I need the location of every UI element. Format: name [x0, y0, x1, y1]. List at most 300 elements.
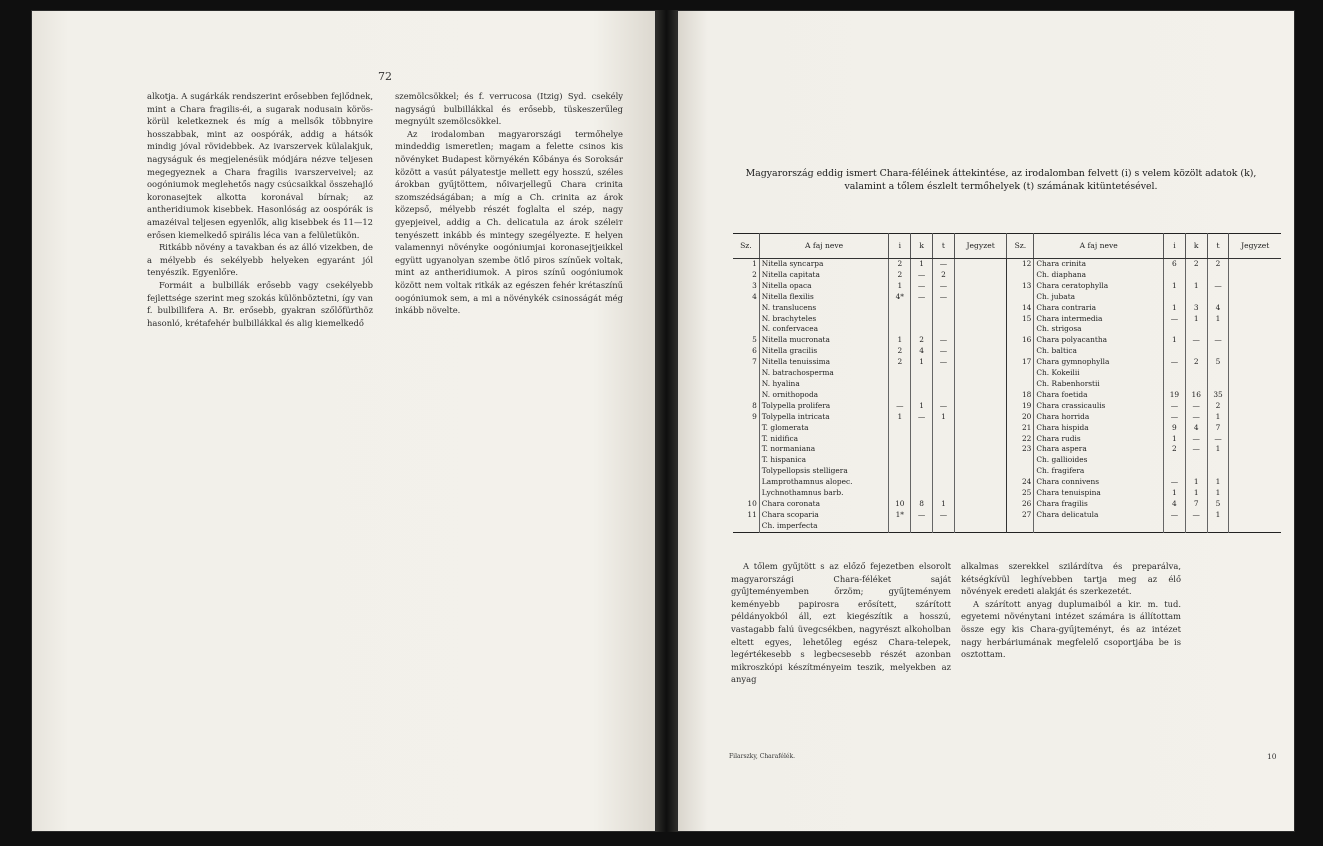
note-cell	[1229, 521, 1281, 532]
row-number: 21	[1007, 423, 1034, 434]
species-name: Chara tenuispina	[1034, 488, 1164, 499]
species-name: Nitella gracilis	[759, 346, 889, 357]
row-number	[733, 521, 759, 532]
species-name: Chara gymnophylla	[1034, 357, 1164, 368]
note-cell	[1229, 303, 1281, 314]
header-k: k	[1185, 234, 1207, 259]
row-number	[733, 303, 759, 314]
row-number: 25	[1007, 488, 1034, 499]
value-t: 1	[1207, 412, 1229, 423]
species-name: T. hispanica	[759, 455, 889, 466]
header-note: Jegyzet	[954, 234, 1007, 259]
value-k: 2	[1185, 259, 1207, 270]
row-number: 22	[1007, 434, 1034, 445]
value-t: 7	[1207, 423, 1229, 434]
species-name: T. glomerata	[759, 423, 889, 434]
note-cell	[1229, 324, 1281, 335]
value-i: 1	[1164, 488, 1186, 499]
note-cell	[1229, 455, 1281, 466]
value-k	[1185, 379, 1207, 390]
species-name: Ch. diaphana	[1034, 270, 1164, 281]
row-number: 17	[1007, 357, 1034, 368]
header-i: i	[889, 234, 911, 259]
value-k	[1185, 346, 1207, 357]
note-cell	[1229, 357, 1281, 368]
value-t: —	[1207, 335, 1229, 346]
value-t: —	[933, 357, 955, 368]
note-cell	[954, 444, 1007, 455]
row-number	[1007, 466, 1034, 477]
value-k: —	[1185, 434, 1207, 445]
header-t: t	[933, 234, 955, 259]
value-i: 1	[1164, 281, 1186, 292]
note-cell	[1229, 346, 1281, 357]
value-i	[889, 324, 911, 335]
value-i: —	[1164, 477, 1186, 488]
row-number: 10	[747, 498, 757, 508]
value-t	[1207, 379, 1229, 390]
value-t	[933, 455, 955, 466]
table-row	[733, 303, 1281, 314]
row-number: 11	[747, 509, 757, 519]
table-body	[733, 259, 1281, 533]
row-number: 8	[752, 400, 757, 410]
value-t: —	[933, 292, 955, 303]
species-name: N. confervacea	[759, 324, 889, 335]
left-page	[31, 10, 656, 832]
table-caption	[731, 167, 1271, 193]
row-number	[733, 444, 759, 455]
species-name: T. normaniana	[759, 444, 889, 455]
row-number	[733, 423, 759, 434]
table-row	[733, 434, 1281, 445]
species-name: Tolypella intricata	[759, 412, 889, 423]
row-number: 5	[752, 335, 757, 345]
page-number: 72	[378, 70, 392, 83]
value-i: 1	[1164, 303, 1186, 314]
value-i: —	[1164, 401, 1186, 412]
note-cell	[1229, 335, 1281, 346]
note-cell	[1229, 423, 1281, 434]
note-cell	[954, 510, 1007, 521]
paragraph: Az irodalomban magyarországi termőhelye mindeddig ismeretlen; magam a felette csinos kis növényket Budapest környékén Kőbánya és Soroksár között a vasút pályatestje mellett egy hosszú, széles árokban gyűjtöttem, nőivarjellegű Chara crinita szomszédságában; a míg a Ch. crinita az árok közepső, mélyebb részét foglalta el szép, nagy gyepjeivel, addig a Ch. delicatula az árok széleiт tenyészett inkább és mintegy szegélyezte. E helyen valamennyi növényke oogóniumjai koronasejtjeikkel együtt ugyanolyan szembe ötlő piros színűek voltak, mint az antheridiumok. A piros színű oogóniumok között nem voltak ritkák az egészen fehér krétaszínű oogóniumok sem, a mi a növénykék csinosságát még inkább növelte.	[395, 128, 623, 316]
value-i: 4	[1164, 499, 1186, 510]
species-name: Ch. baltica	[1034, 346, 1164, 357]
species-name	[1034, 521, 1164, 532]
value-i: 6	[1164, 259, 1186, 270]
row-number: 16	[1007, 335, 1034, 346]
row-number: 12	[1007, 259, 1034, 270]
value-i: 1	[1164, 434, 1186, 445]
value-i: 1*	[889, 510, 911, 521]
row-number: 19	[1007, 401, 1034, 412]
species-name: Chara intermedia	[1034, 314, 1164, 325]
value-k	[911, 314, 933, 325]
value-k: —	[1185, 510, 1207, 521]
species-table	[733, 233, 1281, 533]
value-i: 2	[1164, 444, 1186, 455]
value-t: 5	[1207, 357, 1229, 368]
value-t: —	[1207, 434, 1229, 445]
header-no: Sz.	[1007, 234, 1034, 259]
paragraph: Formáit a bulbillák erősebb vagy csekélyebb fejlettsége szerint meg szokás különböztetni, így van f. bulbillifera A. Br. erősebb, gyakran szőlőfürthöz hasonló, krétafehér bulbillákkal és alig kiemelkedő	[147, 279, 373, 328]
value-k: 2	[1185, 357, 1207, 368]
value-k: —	[911, 510, 933, 521]
row-number	[1007, 292, 1034, 303]
species-name: Chara delicatula	[1034, 510, 1164, 521]
value-k: 1	[1185, 314, 1207, 325]
species-name: N. batrachosperma	[759, 368, 889, 379]
value-i	[889, 444, 911, 455]
header-name: A faj neve	[1034, 234, 1164, 259]
note-cell	[1229, 259, 1281, 270]
row-number	[733, 379, 759, 390]
note-cell	[954, 324, 1007, 335]
value-i	[889, 423, 911, 434]
value-k: —	[911, 270, 933, 281]
value-k	[911, 488, 933, 499]
value-t: 2	[1207, 401, 1229, 412]
table-row	[733, 357, 1281, 368]
value-k: 1	[1185, 477, 1207, 488]
value-t	[933, 368, 955, 379]
note-cell	[1229, 401, 1281, 412]
value-t	[1207, 324, 1229, 335]
note-cell	[1229, 412, 1281, 423]
value-i	[889, 379, 911, 390]
value-t	[1207, 368, 1229, 379]
species-name: Ch. imperfecta	[759, 521, 889, 532]
species-name: Ch. Rabenhorstii	[1034, 379, 1164, 390]
note-cell	[954, 390, 1007, 401]
species-name: Chara foetida	[1034, 390, 1164, 401]
row-number	[733, 368, 759, 379]
note-cell	[954, 412, 1007, 423]
row-number	[1007, 521, 1034, 532]
value-k	[911, 455, 933, 466]
value-t	[933, 466, 955, 477]
value-i: 2	[889, 357, 911, 368]
note-cell	[954, 379, 1007, 390]
table-row	[733, 412, 1281, 423]
row-number	[733, 434, 759, 445]
value-t	[933, 324, 955, 335]
value-i	[889, 488, 911, 499]
row-number: 4	[752, 291, 757, 301]
value-i: 2	[889, 259, 911, 270]
value-k: 4	[911, 346, 933, 357]
value-t: 2	[933, 270, 955, 281]
value-k: —	[1185, 412, 1207, 423]
paragraph: alkotja. A sugárkák rendszerint erősebben fejlődnek, mint a Chara fragilis-éi, a sugarak nodusain körös-körül keletkeznek és míg a mellsők többnyire hosszabbak, mint az oospórák, addig a hátsók mindig jóval rövidebbek. Az ivarszervek külalakjuk, nagyságuk és megjelenésük módjára nézve teljesen megegyeznek a Chara fragilis ivarszerveivel; az oogóniumok meglehetős nagy csúcsaikkal összehajló koronasejtek alkotta koronával bírnak; az antheridiumok kisebbek. Hasonlóság az oospórák is amazéival teljesen egyenlők, alig kisebbek és 11—12 erősen kiemelkedő spirális léca van a felületükön.	[147, 91, 373, 240]
value-t: 1	[1207, 488, 1229, 499]
species-name: Nitella syncarpa	[759, 259, 889, 270]
row-number: 18	[1007, 390, 1034, 401]
value-i	[889, 314, 911, 325]
table-row	[733, 423, 1281, 434]
species-name: Chara crassicaulis	[1034, 401, 1164, 412]
note-cell	[1229, 314, 1281, 325]
table-row	[733, 499, 1281, 510]
note-cell	[1229, 477, 1281, 488]
note-cell	[954, 466, 1007, 477]
header-name: A faj neve	[759, 234, 889, 259]
value-k: 1	[911, 357, 933, 368]
table-row	[733, 335, 1281, 346]
value-k: —	[1185, 444, 1207, 455]
note-cell	[954, 259, 1007, 270]
left-text-column-2	[395, 90, 623, 317]
species-name: Chara contraria	[1034, 303, 1164, 314]
caption-line: Magyarország eddig ismert Chara-féléinek áttekintése, az irodalomban felvett (i) s velem közölt adatok (k),	[745, 168, 1257, 179]
table-row	[733, 510, 1281, 521]
value-k	[911, 368, 933, 379]
right-text-column-1	[731, 560, 951, 686]
table-row	[733, 379, 1281, 390]
value-i: 1	[1164, 335, 1186, 346]
value-t	[933, 444, 955, 455]
value-t: 1	[1207, 314, 1229, 325]
value-k: —	[1185, 335, 1207, 346]
row-number: 9	[752, 411, 757, 421]
value-i: 1	[889, 335, 911, 346]
row-number: 20	[1007, 412, 1034, 423]
value-k	[911, 324, 933, 335]
row-number: 24	[1007, 477, 1034, 488]
value-i: 1	[889, 281, 911, 292]
species-name: Ch. jubata	[1034, 292, 1164, 303]
value-i: 9	[1164, 423, 1186, 434]
note-cell	[1229, 444, 1281, 455]
value-k	[1185, 455, 1207, 466]
species-name: Tolypella prolifera	[759, 401, 889, 412]
row-number: 2	[752, 269, 757, 279]
row-number: 6	[752, 346, 757, 356]
table-row	[733, 324, 1281, 335]
value-k: 7	[1185, 499, 1207, 510]
value-i	[889, 466, 911, 477]
row-number	[1007, 346, 1034, 357]
value-k	[1185, 466, 1207, 477]
value-k	[1185, 368, 1207, 379]
value-i	[889, 455, 911, 466]
value-t: —	[933, 346, 955, 357]
row-number: 26	[1007, 499, 1034, 510]
note-cell	[954, 314, 1007, 325]
note-cell	[954, 455, 1007, 466]
value-i	[1164, 292, 1186, 303]
value-k	[911, 423, 933, 434]
note-cell	[954, 521, 1007, 532]
value-i: 19	[1164, 390, 1186, 401]
value-i	[1164, 379, 1186, 390]
note-cell	[954, 346, 1007, 357]
value-i	[1164, 324, 1186, 335]
species-name: N. ornithopoda	[759, 390, 889, 401]
row-number: 23	[1007, 444, 1034, 455]
value-t	[933, 521, 955, 532]
value-k: —	[911, 292, 933, 303]
note-cell	[954, 335, 1007, 346]
value-i	[889, 303, 911, 314]
note-cell	[954, 477, 1007, 488]
table-row	[733, 521, 1281, 532]
value-k	[911, 521, 933, 532]
value-i: 4*	[889, 292, 911, 303]
note-cell	[1229, 488, 1281, 499]
value-i: —	[1164, 412, 1186, 423]
value-t	[933, 390, 955, 401]
row-number	[733, 324, 759, 335]
value-t: 5	[1207, 499, 1229, 510]
row-number	[1007, 270, 1034, 281]
note-cell	[1229, 390, 1281, 401]
table-row	[733, 368, 1281, 379]
value-i: —	[1164, 314, 1186, 325]
value-i: —	[889, 401, 911, 412]
value-t: 2	[1207, 259, 1229, 270]
value-k	[1185, 324, 1207, 335]
species-name: T. nidifica	[759, 434, 889, 445]
value-k: 4	[1185, 423, 1207, 434]
value-t	[933, 488, 955, 499]
value-k	[911, 477, 933, 488]
species-name: Lychnothamnus barb.	[759, 488, 889, 499]
row-number	[1007, 455, 1034, 466]
note-cell	[1229, 379, 1281, 390]
row-number	[733, 477, 759, 488]
value-i: 2	[889, 270, 911, 281]
table-row	[733, 455, 1281, 466]
note-cell	[1229, 292, 1281, 303]
value-i: —	[1164, 357, 1186, 368]
value-k: —	[911, 412, 933, 423]
value-t	[933, 303, 955, 314]
species-name: Ch. gallioides	[1034, 455, 1164, 466]
value-i	[889, 477, 911, 488]
table-row	[733, 259, 1281, 270]
note-cell	[954, 281, 1007, 292]
value-i: 1	[889, 412, 911, 423]
species-name: Nitella flexilis	[759, 292, 889, 303]
value-t	[933, 314, 955, 325]
table-row	[733, 281, 1281, 292]
paragraph: szemölcsökkel; és f. verrucosa (Itzig) Syd. csekély nagyságú bulbillákkal és erősebb, tüskeszerűleg megnyúlt szemölcsökkel.	[395, 91, 623, 127]
left-text-column-1	[147, 90, 373, 329]
note-cell	[954, 368, 1007, 379]
table-row	[733, 401, 1281, 412]
note-cell	[1229, 499, 1281, 510]
value-k	[911, 390, 933, 401]
value-t: 35	[1207, 390, 1229, 401]
header-no: Sz.	[733, 234, 759, 259]
book-binding	[656, 10, 677, 832]
value-t	[1207, 466, 1229, 477]
value-t: —	[1207, 281, 1229, 292]
value-k: 1	[911, 401, 933, 412]
value-i: 2	[889, 346, 911, 357]
value-t: 4	[1207, 303, 1229, 314]
note-cell	[1229, 368, 1281, 379]
value-i	[889, 521, 911, 532]
value-k	[1185, 270, 1207, 281]
table-row	[733, 477, 1281, 488]
species-name: Chara horrida	[1034, 412, 1164, 423]
species-name: Chara fragilis	[1034, 499, 1164, 510]
row-number: 13	[1007, 281, 1034, 292]
value-t	[933, 477, 955, 488]
row-number	[1007, 324, 1034, 335]
table-row	[733, 314, 1281, 325]
table-row	[733, 270, 1281, 281]
value-t	[933, 379, 955, 390]
value-i	[1164, 466, 1186, 477]
species-name: Nitella tenuissima	[759, 357, 889, 368]
value-k: —	[1185, 401, 1207, 412]
species-name: Chara hispida	[1034, 423, 1164, 434]
row-number: 15	[1007, 314, 1034, 325]
table-row	[733, 390, 1281, 401]
value-i	[1164, 368, 1186, 379]
footer-signature: 10	[1267, 752, 1277, 761]
value-k	[911, 379, 933, 390]
species-name: Ch. strigosa	[1034, 324, 1164, 335]
value-t: 1	[933, 499, 955, 510]
value-t	[1207, 455, 1229, 466]
note-cell	[954, 292, 1007, 303]
value-i	[1164, 455, 1186, 466]
value-k: 3	[1185, 303, 1207, 314]
value-k	[911, 466, 933, 477]
table-header-row	[733, 234, 1281, 259]
species-name: Chara connivens	[1034, 477, 1164, 488]
species-name: Chara crinita	[1034, 259, 1164, 270]
species-name: Lamprothamnus alopec.	[759, 477, 889, 488]
row-number	[733, 314, 759, 325]
species-name: Chara polyacantha	[1034, 335, 1164, 346]
value-i	[889, 390, 911, 401]
header-note: Jegyzet	[1229, 234, 1281, 259]
paragraph: A szárított anyag duplumaiból a kir. m. tud. egyetemi növénytani intézet számára is állítottam össze egy kis Chara-gyűjteményt, és az intézet nagy herbáriumának megfelelő csoportjába be is osztottam.	[961, 598, 1181, 660]
note-cell	[1229, 434, 1281, 445]
value-t	[1207, 270, 1229, 281]
species-name: Tolypellopsis stelligera	[759, 466, 889, 477]
value-k: 1	[1185, 281, 1207, 292]
value-t: —	[933, 281, 955, 292]
row-number: 27	[1007, 510, 1034, 521]
value-t: 1	[1207, 444, 1229, 455]
value-k: —	[911, 281, 933, 292]
value-t	[1207, 521, 1229, 532]
value-t: 1	[1207, 510, 1229, 521]
row-number	[1007, 379, 1034, 390]
value-t: —	[933, 510, 955, 521]
note-cell	[1229, 466, 1281, 477]
header-t: t	[1207, 234, 1229, 259]
species-name: N. brachyteles	[759, 314, 889, 325]
note-cell	[954, 488, 1007, 499]
value-k	[911, 444, 933, 455]
row-number: 14	[1007, 303, 1034, 314]
table-row	[733, 292, 1281, 303]
header-k: k	[911, 234, 933, 259]
value-i	[1164, 270, 1186, 281]
note-cell	[954, 303, 1007, 314]
species-name: Chara aspera	[1034, 444, 1164, 455]
value-k: 1	[911, 259, 933, 270]
table-row	[733, 488, 1281, 499]
value-k	[1185, 292, 1207, 303]
